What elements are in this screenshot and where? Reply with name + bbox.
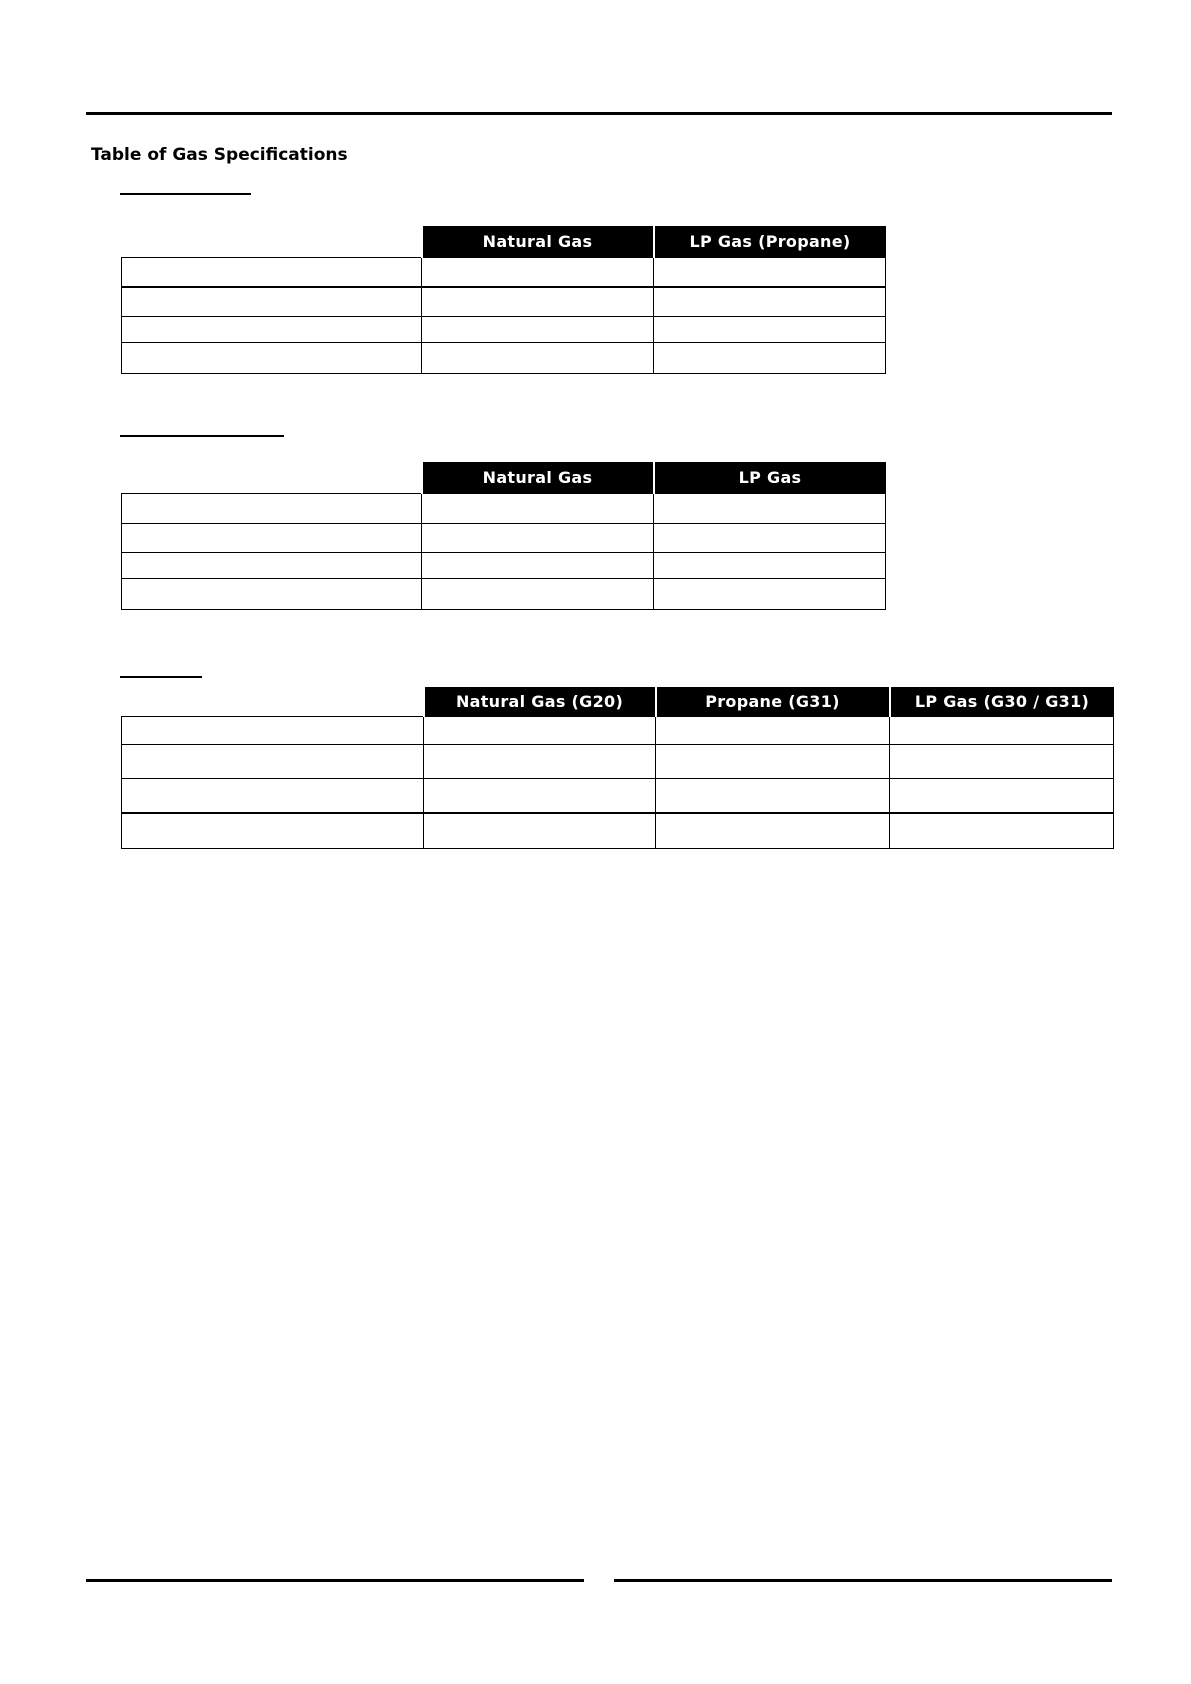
- page-title: Table of Gas Specifications: [91, 145, 348, 165]
- table-cell: [122, 778, 424, 813]
- header-cell: [122, 462, 422, 493]
- header-cell: [122, 687, 424, 716]
- table-cell: [122, 316, 422, 342]
- table-cell: [654, 287, 886, 316]
- table-cell: [422, 316, 654, 342]
- table-cell: [656, 716, 890, 744]
- table-cell: [654, 257, 886, 287]
- table-cell: [122, 287, 422, 316]
- table-row: [122, 287, 886, 316]
- table-row: [122, 744, 1114, 778]
- header-cell-natural-gas: Natural Gas: [422, 226, 654, 257]
- table-row: [122, 523, 886, 552]
- table-cell: [422, 287, 654, 316]
- table-cell: [122, 552, 422, 578]
- table-row: [122, 578, 886, 609]
- table-cell: [424, 744, 656, 778]
- table-cell: [122, 257, 422, 287]
- table-cell: [422, 578, 654, 609]
- section-heading-underline: [120, 193, 251, 195]
- table-cell: [656, 813, 890, 848]
- table-row: [122, 813, 1114, 848]
- section-heading-underline: [120, 435, 284, 437]
- table-cell: [424, 813, 656, 848]
- table-cell: [656, 778, 890, 813]
- table-cell: [424, 778, 656, 813]
- table-cell: [654, 578, 886, 609]
- table-cell: [122, 813, 424, 848]
- footer-rule-right: [614, 1579, 1112, 1582]
- table-cell: [654, 342, 886, 373]
- table-cell: [424, 716, 656, 744]
- table-cell: [890, 813, 1114, 848]
- gas-spec-table-1: [121, 226, 886, 374]
- table-cell: [422, 552, 654, 578]
- table-cell: [422, 493, 654, 523]
- section-heading-underline: [120, 676, 202, 678]
- table-cell: [654, 552, 886, 578]
- table-cell: [122, 523, 422, 552]
- table-cell: [654, 316, 886, 342]
- header-cell-natural-gas: Natural Gas: [422, 462, 654, 493]
- header-cell-lp-gas: LP Gas: [654, 462, 886, 493]
- table-header-row: [122, 687, 1114, 716]
- table-row: [122, 342, 886, 373]
- table-cell: [890, 778, 1114, 813]
- table-row: [122, 257, 886, 287]
- table-cell: [122, 342, 422, 373]
- table-cell: [122, 716, 424, 744]
- table-row: [122, 552, 886, 578]
- table-cell: [654, 493, 886, 523]
- table-row: [122, 316, 886, 342]
- table-cell: [122, 493, 422, 523]
- table-cell: [656, 744, 890, 778]
- gas-spec-table-2: [121, 462, 886, 610]
- header-cell-natural-gas-g20: Natural Gas (G20): [424, 687, 656, 716]
- table-cell: [654, 523, 886, 552]
- header-cell: [122, 226, 422, 257]
- header-rule: [86, 112, 1112, 115]
- table-row: [122, 716, 1114, 744]
- footer-rule-left: [86, 1579, 584, 1582]
- table-cell: [890, 716, 1114, 744]
- table-row: [122, 493, 886, 523]
- table-cell: [422, 257, 654, 287]
- table-cell: [122, 578, 422, 609]
- header-cell-propane-g31: Propane (G31): [656, 687, 890, 716]
- table-header-row: [122, 226, 886, 257]
- gas-spec-table-3: [121, 687, 1114, 849]
- header-cell-lp-gas-propane: LP Gas (Propane): [654, 226, 886, 257]
- table-cell: [122, 744, 424, 778]
- table-row: [122, 778, 1114, 813]
- table-cell: [890, 744, 1114, 778]
- table-header-row: [122, 462, 886, 493]
- table-cell: [422, 342, 654, 373]
- table-cell: [422, 523, 654, 552]
- header-cell-lp-gas-g30-g31: LP Gas (G30 / G31): [890, 687, 1114, 716]
